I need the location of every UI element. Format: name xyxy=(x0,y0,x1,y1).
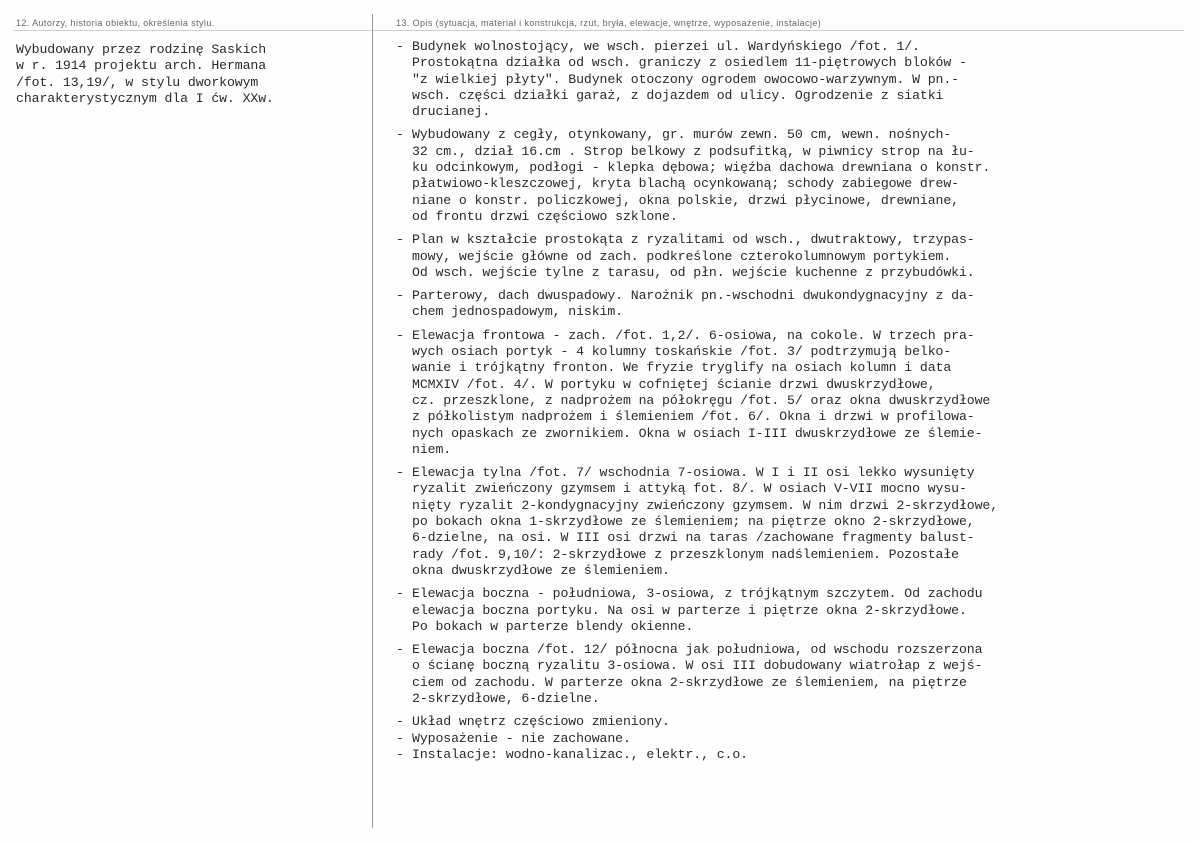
description-item xyxy=(396,328,1186,458)
item-text: Układ wnętrz częściowo zmieniony. xyxy=(412,714,670,730)
description-item xyxy=(396,288,1186,321)
column-divider xyxy=(372,14,373,828)
item-text: Plan w kształcie prostokąta z ryzalitami od wsch., dwutraktowy, trzypas- mowy, wejście główne od zach. podkreślone czterokolumnowym portykiem. Od wsch. wejście tylne z tarasu, od płn. wejście kuchenne z przybudówki. xyxy=(412,232,975,280)
item-dash: - xyxy=(396,586,404,602)
item-text: Elewacja boczna /fot. 12/ północna jak południowa, od wschodu rozszerzona o ścianę boczną ryzalitu 3-osiowa. W osi III dobudowany wiatrołap z wejś- ciem od zachodu. W parterze okna 2-skrzydłowe ze ślemieniem, na piętrze 2-skrzydłowe, 6-dzielne. xyxy=(412,642,983,706)
item-text: Budynek wolnostojący, we wsch. pierzei ul. Wardyńskiego /fot. 1/. Prostokątna działka od wsch. graniczy z osiedlem 11-piętrowych bloków - "z wielkiej płyty". Budynek otoczony ogrodem owocowo-warzywnym. W pn.- wsch. części działki garaż, z dojazdem od ulicy. Ogrodzenie z siatki drucianej. xyxy=(412,39,967,120)
description-item xyxy=(396,465,1186,579)
item-dash: - xyxy=(396,714,404,730)
item-text: Parterowy, dach dwuspadowy. Narożnik pn.-wschodni dwukondygnacyjny z da- chem jednospadowym, niskim. xyxy=(412,288,975,320)
description-item xyxy=(396,39,1186,120)
item-dash: - xyxy=(396,642,404,658)
description-item xyxy=(396,586,1186,635)
description-item xyxy=(396,747,1186,763)
item-dash: - xyxy=(396,232,404,248)
item-text: Elewacja tylna /fot. 7/ wschodnia 7-osiowa. W I i II osi lekko wysunięty ryzalit zwieńczony gzymsem i attyką fot. 8/. W osiach V-VII mocno wysu- nięty ryzalit 2-kondygnacyjny zwieńczony gzymsem. W nim drzwi 2-skrzydłowe, po bokach okna 1-skrzydłowe ze ślemieniem; na piętrze okno 2-skrzydłowe, 6-dzielne, na osi. W III osi drzwi na taras /zachowane fragmenty balust- rady /fot. 9,10/: 2-skrzydłowe z przeszklonym nadślemieniem. Pozostałe okna dwuskrzydłowe ze ślemieniem. xyxy=(412,465,999,578)
right-column-header: 13. Opis (sytuacja, materiał i konstrukcja, rzut, bryła, elewacje, wnętrze, wyposażenie, instalacje) xyxy=(396,18,822,28)
left-column-header: 12. Autorzy, historia obiektu, określenia stylu. xyxy=(16,18,215,28)
description-item xyxy=(396,232,1186,281)
item-dash: - xyxy=(396,288,404,304)
description-item xyxy=(396,731,1186,747)
item-text: Wybudowany z cegły, otynkowany, gr. murów zewn. 50 cm, wewn. nośnych- 32 cm., dział 16.cm . Strop belkowy z podsufitką, w piwnicy strop na łu- ku odcinkowym, podłogi - klepka dębowa; więźba dachowa drewniana o konstr. płatwiowo-kleszczowej, kryta blachą ocynkowaną; schody zabiegowe drew- niane o konstr. policzkowej, okna polskie, drzwi płycinowe, drewniane, od frontu drzwi częściowo szklone. xyxy=(412,127,991,224)
history-text: Wybudowany przez rodzinę Saskich w r. 1914 projektu arch. Hermana /fot. 13,19/, w stylu dworkowym charakterystycznym dla I ćw. XXw. xyxy=(16,42,274,106)
item-text: Wyposażenie - nie zachowane. xyxy=(412,730,631,746)
description-list xyxy=(396,39,1186,763)
item-dash: - xyxy=(396,465,404,481)
item-text: Elewacja frontowa - zach. /fot. 1,2/. 6-osiowa, na cokole. W trzech pra- wych osiach portyk - 4 kolumny toskańskie /fot. 3/ podtrzymują belko- wanie i trójkątny fronton. We fryzie tryglify na osiach kolumn i data MCMXIV /fot. 4/. W portyku w cofniętej ścianie drzwi dwuskrzydłowe, cz. przeszklone, z nadprożem na półokręgu /fot. 5/ oraz okna dwuskrzydłowe z półkolistym nadprożem i ślemieniem /fot. 6/. Okna i drzwi w profilowa- nych opaskach ze zwornikiem. Okna w osiach I-III dwuskrzydłowe ze ślemie- niem. xyxy=(412,327,991,457)
item-dash: - xyxy=(396,746,404,762)
item-dash: - xyxy=(396,127,404,143)
item-dash: - xyxy=(396,730,404,746)
right-column xyxy=(396,18,1186,763)
item-dash: - xyxy=(396,39,404,54)
item-text: Elewacja boczna - południowa, 3-osiowa, z trójkątnym szczytem. Od zachodu elewacja boczna portyku. Na osi w parterze i piętrze okna 2-skrzydłowe. Po bokach w parterze blendy okienne. xyxy=(412,586,983,634)
description-item xyxy=(396,642,1186,707)
item-text: Instalacje: wodno-kanalizac., elektr., c.o. xyxy=(412,746,748,762)
item-dash: - xyxy=(396,327,404,343)
description-item xyxy=(396,127,1186,225)
description-item xyxy=(396,714,1186,730)
left-column xyxy=(16,18,356,107)
